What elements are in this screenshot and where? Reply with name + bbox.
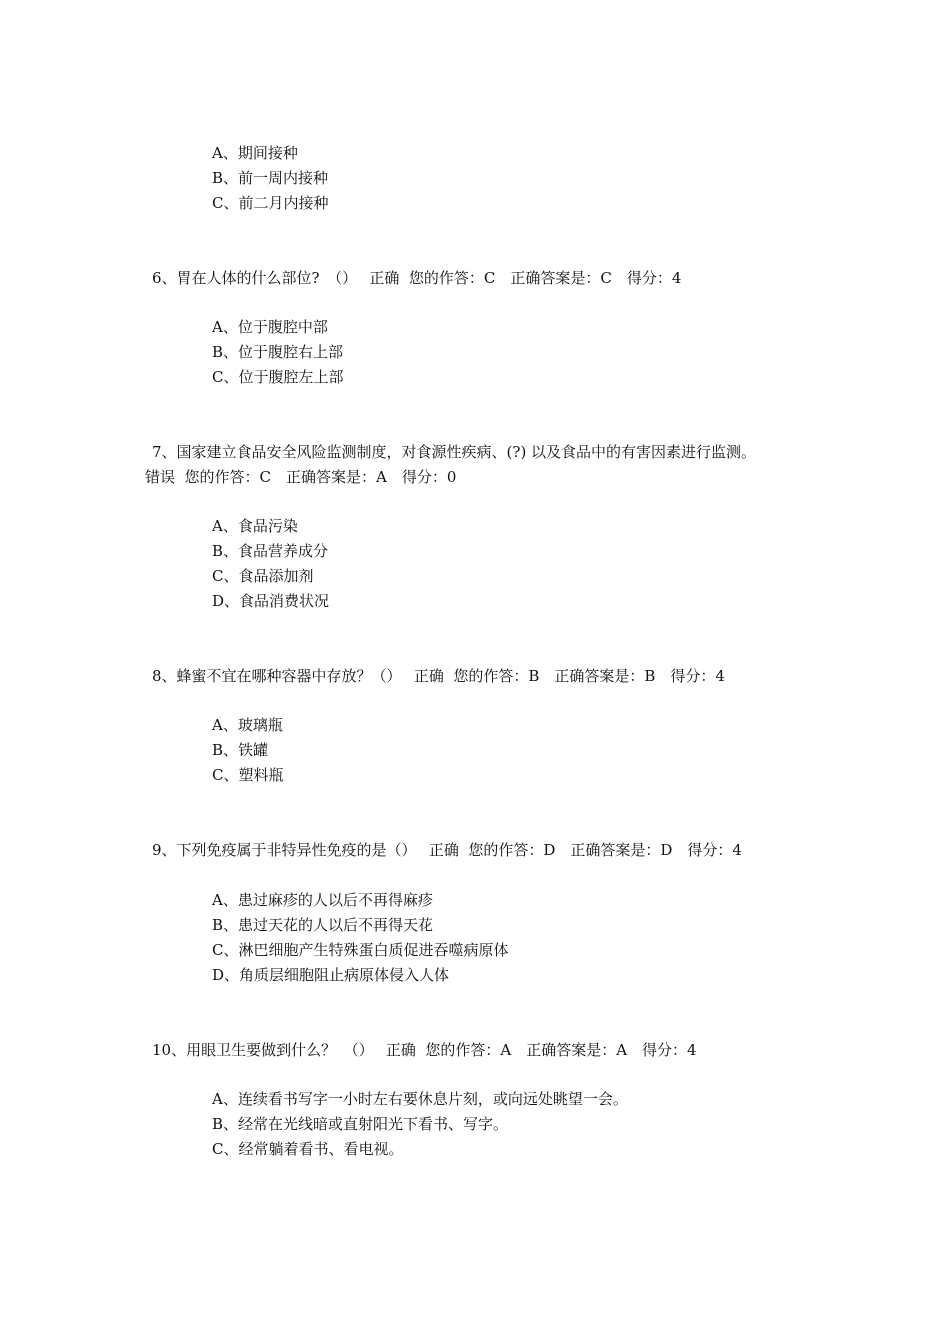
q6-option-b: B、位于腹腔右上部 [212,343,344,361]
q8-option-a: A、玻璃瓶 [212,716,283,734]
q5-option-a: A、期间接种 [212,144,298,162]
q7-option-d: D、食品消费状况 [212,592,330,610]
q10-option-c: C、经常躺着看书、看电视。 [212,1140,404,1158]
q5-option-c: C、前二月内接种 [212,194,329,212]
q8-option-c: C、塑料瓶 [212,766,284,784]
q8-option-b: B、铁罐 [212,741,269,759]
q8-question: 8、蜂蜜不宜在哪种容器中存放？（） 正确 您的作答：B 正确答案是：B 得分：4 [152,667,725,685]
q6-question: 6、胃在人体的什么部位? （） 正确 您的作答：C 正确答案是：C 得分：4 [152,269,682,287]
q7-option-c: C、食品添加剂 [212,567,314,585]
q7-option-b: B、食品营养成分 [212,542,329,560]
q6-option-a: A、位于腹腔中部 [212,318,328,336]
q6-option-c: C、位于腹腔左上部 [212,368,344,386]
q10-option-a: A、连续看书写字一小时左右要休息片刻，或向远处眺望一会。 [212,1090,628,1108]
q7-option-a: A、食品污染 [212,517,298,535]
q9-option-d: D、角质层细胞阻止病原体侵入人体 [212,966,450,984]
q7-question: 7、国家建立食品安全风险监测制度，对食源性疾病、(?) 以及食品中的有害因素进行监测。 [152,443,757,461]
q9-option-a: A、患过麻疹的人以后不再得麻疹 [212,891,433,909]
q9-option-b: B、患过天花的人以后不再得天花 [212,916,434,934]
q10-option-b: B、经常在光线暗或直射阳光下看书、写字。 [212,1115,509,1133]
q9-option-c: C、淋巴细胞产生特殊蛋白质促进吞噬病原体 [212,941,509,959]
q5-option-b: B、前一周内接种 [212,169,329,187]
q10-question: 10、用眼卫生要做到什么？ （） 正确 您的作答：A 正确答案是：A 得分：4 [152,1041,697,1059]
q7-result: 错误 您的作答：C 正确答案是：A 得分：0 [145,468,457,486]
q9-question: 9、下列免疫属于非特异性免疫的是（） 正确 您的作答：D 正确答案是：D 得分：4 [152,841,742,859]
